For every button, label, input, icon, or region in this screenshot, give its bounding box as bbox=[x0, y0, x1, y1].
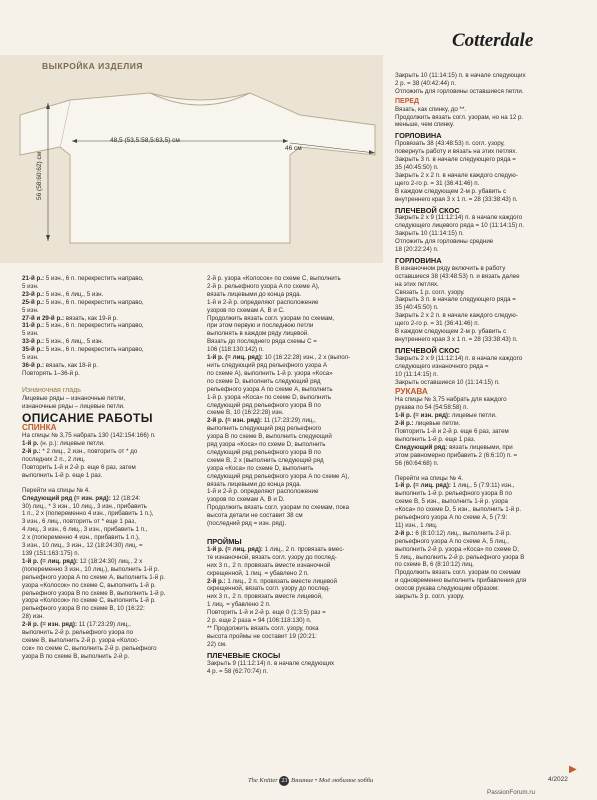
bold-label: 1-й р. (= лиц. ряд): bbox=[395, 482, 451, 490]
text-line: 36-й р.: вязать, как 18-й р. bbox=[22, 361, 98, 369]
text-line: внутреннего края 3 х 1 п. = 28 (33:38:43) п. bbox=[395, 336, 518, 343]
text-line: 2-й р. рельефного узора A по схеме A), bbox=[207, 282, 320, 290]
text-line: следующий ряд рельефного узора A по схеме A), bbox=[207, 472, 350, 480]
text-line: внутреннего края 3 х 1 п. = 28 (33:38:43) п. bbox=[395, 195, 518, 203]
bold-label: 1-й р. (= лиц. ряд): bbox=[207, 354, 263, 362]
text-line: высота проймы не составит 19 (20:21: bbox=[207, 632, 317, 640]
text-line: высота детали не составит 38 см bbox=[207, 512, 303, 520]
text-line: Отложить для горловины средние bbox=[395, 238, 494, 246]
section-heading: ГОРЛОВИНА bbox=[395, 131, 442, 141]
text-line: 4 лиц., 3 изн., 6 лиц., 3 изн., прибавить 1 п., bbox=[22, 526, 148, 534]
text-line: щего 2-го р. = 31 (36:41:46) п. bbox=[395, 179, 480, 187]
width-dimension: 48,5 (53,5:58,5:63,5) см bbox=[110, 137, 180, 144]
text-line: 2-й р.: лицевые петли. bbox=[395, 420, 461, 428]
text-line: и одновременно выполнить прибавления для bbox=[395, 577, 527, 585]
section-heading: СПИНКА bbox=[22, 423, 57, 433]
text-line: 35 (40:45:50) п. bbox=[395, 163, 439, 171]
text-line: 31-й р.: 5 изн., 6 п. перекрестить направо, bbox=[22, 322, 144, 330]
text-line: 27-й и 29-й р.: вязать, как 19-й р. bbox=[22, 314, 118, 322]
bold-label: 2-й р.: bbox=[395, 420, 414, 428]
text-line: 2 х (попеременно 4 изн., прибавить 1 п.), bbox=[22, 534, 140, 542]
text-line: оставшиеся 38 (43:48:53) п. и вязать далее bbox=[395, 272, 520, 280]
text-line: Закрыть 10 (11:14:15) п. в начале следующих bbox=[395, 72, 526, 79]
text-line: выполнить 1-й р. рельефного узора B по bbox=[395, 490, 512, 498]
bold-label: 1-й р. (= лиц. ряд): bbox=[22, 557, 78, 565]
text-line: выполнить следующий ряд рельефного bbox=[207, 425, 322, 433]
text-line: следующий ряд рельефного узора B по bbox=[207, 448, 321, 456]
text-line: 2-й р.: 1 лиц., 2 п. провязать вместе лицевой bbox=[207, 577, 337, 585]
text-line: Следующий ряд (= изн. ряд): 12 (18:24: bbox=[22, 494, 141, 502]
text-line: «Коса» по схеме D, 5 изн., выполнить 1-й р. bbox=[395, 506, 522, 514]
text-line: 56 (60:64:68) п. bbox=[395, 459, 439, 467]
text-line: ** Продолжить вязать согл. узору, пока bbox=[207, 624, 319, 632]
text-line: В изнаночном ряду включить в работу bbox=[395, 264, 506, 272]
text-line: В каждом следующем 2-м р. убавить с bbox=[395, 187, 507, 195]
text-line: 1-й и 2-й р. определяют расположение bbox=[207, 298, 319, 306]
text-line: 21-й р.: 5 изн., 6 п. перекрестить направо, bbox=[22, 275, 144, 282]
text-line: по схеме B, 6 (8:10:12) лиц. bbox=[395, 561, 475, 569]
sleeve-dimension: 46 см bbox=[285, 145, 302, 152]
text-line: 23-й р.: 5 изн., 6 лиц., 5 изн. bbox=[22, 290, 104, 298]
text-line: (попеременно 3 изн., 10 лиц.), выполнить 1-й р. bbox=[22, 565, 160, 573]
bold-label: 36-й р.: bbox=[22, 361, 45, 369]
text-line: повернуть работу и вязать на этих петлях. bbox=[395, 148, 518, 156]
text-line: 2-й р. (= изн. ряд): 11 (17:23:29) лиц., bbox=[22, 621, 131, 629]
bold-label: 2-й р.: bbox=[207, 577, 226, 585]
text-line: вязать лицевыми до конца ряда. bbox=[207, 480, 302, 488]
text-line: рельефного узора A по схеме A, 5 (7:9: bbox=[395, 514, 508, 522]
text-line: узора «Коса» по схеме D, выполнить bbox=[207, 464, 314, 472]
text-line: по схеме A), выполнить 1-й р. узора «Коса» bbox=[207, 369, 333, 377]
text-line: Отложить для горловины оставшиеся петли. bbox=[395, 87, 524, 95]
text-line: 5 лиц., выполнить 2-й р. рельефного узора B bbox=[395, 553, 525, 561]
text-line: 18 (20:22:24) п. bbox=[395, 246, 439, 254]
text-line: 35-й р.: 5 изн., 6 п. перекрестить направо, bbox=[22, 346, 144, 354]
bold-label: 33-й р.: bbox=[22, 338, 45, 346]
text-line: 1-й р. (= лиц. ряд): 12 (18:24:30) лиц., 2 х bbox=[22, 557, 143, 565]
watermark: PassionForum.ru bbox=[487, 789, 535, 796]
text-line: 139 (151:163:175) п. bbox=[22, 550, 80, 557]
text-line: вязать лицевыми до конца ряда. bbox=[207, 290, 302, 298]
text-line: Повторить 1-й и 2-й р. еще 0 (1:3:5) раз = bbox=[207, 609, 326, 617]
text-line: Перейти на спицы № 4. bbox=[395, 474, 463, 482]
text-line: меньше, чем спинку. bbox=[395, 121, 455, 129]
text-line: Провязать 38 (43:48:53) п. согл. узору, bbox=[395, 140, 505, 148]
text-line: 1 лиц. = убавлено 2 п. bbox=[207, 601, 271, 609]
section-heading: ПЛЕЧЕВОЙ СКОС bbox=[395, 205, 460, 215]
text-line: Закрыть 3 п. в начале следующего ряда = bbox=[395, 156, 516, 164]
text-line: (последний ряд = изн. ряд). bbox=[207, 520, 287, 528]
text-line: 1-й р. (= лиц. ряд): 1 лиц., 5 (7:9:11) изн., bbox=[395, 482, 515, 490]
text-line: Закрыть оставшиеся 10 (11:14:15) п. bbox=[395, 378, 500, 386]
text-line: 30) лиц., * 3 изн., 10 лиц., 3 изн., прибавить bbox=[22, 502, 147, 510]
text-line: скосов рукава следующим образом: bbox=[395, 585, 499, 593]
section-heading: ПЛЕЧЕВЫЕ СКОСЫ bbox=[207, 650, 281, 660]
text-line: при этом первую и последнюю петли bbox=[207, 322, 314, 330]
text-line: рельефного узора A по схеме A, 5 лиц., bbox=[395, 537, 509, 545]
text-line: Продолжить вязать согл. узорам по схемам bbox=[395, 569, 521, 577]
text-line: 35 (40:45:50) п. bbox=[395, 304, 439, 312]
text-line: Закрыть 9 (11:12:14) п. в начале следующих bbox=[207, 659, 335, 667]
text-line: выполнить 2-й р. рельефного узора по bbox=[22, 629, 134, 637]
bold-label: 1-й р. (= изн. ряд): bbox=[395, 412, 451, 420]
bold-label: 2-й р.: bbox=[22, 448, 41, 456]
bold-label: Следующий ряд: bbox=[395, 443, 448, 451]
text-line: следующий ряд рельефного узора B по bbox=[207, 401, 321, 409]
schematic-title: ВЫКРОЙКА ИЗДЕЛИЯ bbox=[42, 61, 143, 71]
text-line: узоров по схемам A, B и D. bbox=[207, 496, 285, 504]
section-heading: ПЛЕЧЕВОЙ СКОС bbox=[395, 345, 460, 355]
footer-magazine: The Knitter 23 Вязание • Моё любимое хобби bbox=[248, 777, 374, 784]
bold-label: 2-й р.: bbox=[395, 529, 414, 537]
text-line: Закрыть 2 х 2 п. в начале каждого следую- bbox=[395, 312, 518, 320]
text-line: выполнить 1-й р. еще 1 раз. bbox=[395, 435, 476, 443]
height-dimension: 56 (58:60:62) см bbox=[36, 151, 43, 200]
brand-title: Cotterdale bbox=[452, 30, 534, 51]
schematic-panel bbox=[0, 55, 383, 263]
text-line: 22) см. bbox=[207, 640, 227, 648]
sweater-diagram bbox=[0, 55, 383, 263]
text-line: на этих петлях. bbox=[395, 280, 439, 288]
text-line: 1-й р. (н. р.): лицевые петли. bbox=[22, 440, 105, 448]
text-line: 2 р. = 38 (40:42:44) п. bbox=[395, 79, 456, 87]
text-line: 1-й и 2-й р. определяют расположение bbox=[207, 488, 319, 496]
text-line: схеме B, 10 (16:22:28) изн. bbox=[207, 409, 284, 417]
text-line bbox=[395, 468, 585, 475]
section-heading: ГОРЛОВИНА bbox=[395, 255, 442, 265]
bold-label: 27-й и 29-й р.: bbox=[22, 314, 65, 322]
text-line: 3 изн., 10 лиц., 3 изн., 12 (18:24:30) лиц. = bbox=[22, 542, 143, 550]
text-line: Закрыть 2 х 2 п. в начале каждого следую- bbox=[395, 171, 518, 179]
text-line: скрещенной, 1 лиц. = убавлено 2 п. bbox=[207, 569, 309, 577]
text-line: схеме B, 5 изн., выполнить 1-й р. узора bbox=[395, 498, 508, 506]
bold-label: 21-й р.: bbox=[22, 275, 45, 282]
text-line: Повторять 1–36-й р. bbox=[22, 369, 80, 377]
text-line: 2-й р. (= изн. ряд): 11 (17:23:29) лиц., bbox=[207, 417, 316, 425]
section-heading: ПЕРЕД bbox=[395, 97, 420, 105]
section-title: ОПИСАНИЕ РАБОТЫ bbox=[22, 410, 153, 425]
text-line: 25-й р.: 5 изн., 6 п. перекрестить направо, bbox=[22, 298, 144, 306]
text-line: Продолжить вязать согл. узорам по схемам, bbox=[207, 314, 335, 322]
bold-label: Следующий ряд (= изн. ряд): bbox=[22, 494, 111, 502]
text-line: На спицы № 3,75 набрать для каждого bbox=[395, 396, 507, 404]
text-line: Закрыть 10 (11:14:15) п. bbox=[395, 230, 464, 238]
text-line: следующего изнаночного ряда = bbox=[395, 362, 489, 370]
text-line: На спицы № 3,75 набрать 130 (142:154:166) п. bbox=[22, 432, 156, 440]
section-heading: РУКАВА bbox=[395, 387, 428, 397]
text-line: 5 изн. bbox=[22, 282, 39, 290]
text-line: этом равномерно прибавить 2 (6:6:10) п. = bbox=[395, 451, 518, 459]
text-line: 11) изн., 1 лиц. bbox=[395, 521, 438, 529]
text-line: выполнить 2-й р. узора «Коса» по схеме D, bbox=[395, 545, 519, 553]
text-line: 4 р. = 58 (62:70:74) п. bbox=[207, 667, 268, 675]
text-line: нить следующий ряд рельефного узора A bbox=[207, 361, 327, 369]
text-line: сок» по схеме C, выполнить 2-й р. рельефного bbox=[22, 644, 157, 652]
text-line: последних 2 п., 2 лиц. bbox=[22, 456, 86, 464]
text-line: Перейти на спицы № 4. bbox=[22, 486, 90, 494]
text-line: 33-й р.: 5 изн., 6 лиц., 5 изн. bbox=[22, 338, 104, 346]
text-line: 1-й р. (= лиц. ряд): 1 лиц., 2 п. провязать вмес- bbox=[207, 545, 345, 553]
text-line: 1-й р. (= изн. ряд): лицевые петли. bbox=[395, 412, 497, 420]
text-line: ряд узора «Коса» по схеме D, выполнить bbox=[207, 441, 326, 449]
text-line: Продолжить вязать согл. узорам по схемам, пока bbox=[207, 504, 350, 512]
text-line: узоров по схемам A, B и C. bbox=[207, 306, 285, 314]
section-heading: ПРОЙМЫ bbox=[207, 537, 242, 546]
text-line: узора «Колосок» по схеме C, выполнить 1-й р. bbox=[22, 581, 156, 589]
text-line: 5 изн. bbox=[22, 306, 39, 314]
text-line: те изнаночной, вязать согл. узору до послед- bbox=[207, 553, 337, 561]
text-line: узора B по схеме B, выполнить 2-й р. bbox=[22, 652, 130, 660]
bold-label: 1-й р. (= лиц. ряд): bbox=[207, 545, 263, 553]
text-line bbox=[22, 480, 202, 487]
text-line: 2-й р.: * 2 лиц., 2 изн., повторить от * до bbox=[22, 448, 138, 456]
text-line: Закрыть 3 п. в начале следующего ряда = bbox=[395, 296, 516, 304]
text-line: Продолжить вязать согл. узорам, но на 12 р. bbox=[395, 113, 524, 121]
bold-label: 2-й р. (= изн. ряд): bbox=[22, 621, 78, 629]
text-line: Связать 1 р. согл. узору. bbox=[395, 288, 465, 296]
text-line: по схеме D, выполнить следующий ряд bbox=[207, 377, 321, 385]
text-line: рельефного узора B по схеме B, выполнить 1-й р. bbox=[22, 589, 166, 597]
text-line: рукава по 54 (54:58:58) п. bbox=[395, 404, 469, 412]
text-line: закрыть 3 р. согл. узору. bbox=[395, 593, 465, 601]
bold-label: 1-й р. bbox=[22, 440, 39, 448]
text-line: скрещенной, вязать согл. узору до послед- bbox=[207, 585, 331, 593]
text-line: них 3 п., 2 п. провязать вместе лицевой, bbox=[207, 593, 323, 601]
text-line: Закрыть 2 х 9 (11:12:14) п. в начале каждого bbox=[395, 354, 523, 362]
text-line: рельефного узора A по схеме A, выполнить 1-й р. bbox=[22, 573, 166, 581]
text-line: узора «Колосок» по схеме C, выполнить 1-й р. bbox=[22, 597, 156, 605]
column-3 bbox=[395, 72, 585, 601]
text-line: них 3 п., 2 п. провязать вместе изнаночной bbox=[207, 561, 331, 569]
column-2 bbox=[207, 275, 389, 675]
text-line: 2-й р.: 6 (8:10:12) лиц., выполнить 2-й р. bbox=[395, 529, 512, 537]
text-line: Повторить 1-й и 2-й р. еще 6 раз, затем bbox=[395, 427, 509, 435]
text-line: щего 2-го р. = 31 (36:41:46) п. bbox=[395, 320, 480, 328]
text-line: 1 п., 2 х (попеременно 4 изн., прибавить 1 п.), bbox=[22, 510, 154, 518]
text-line: Повторить 1-й и 2-й р. еще 6 раз, затем bbox=[22, 463, 136, 471]
text-line: схеме B, выполнить 2-й р. узора «Колос- bbox=[22, 636, 140, 644]
text-line: выполнять в каждом ряду лицевой. bbox=[207, 330, 309, 338]
bold-label: 25-й р.: bbox=[22, 298, 45, 306]
text-line: Вязать, как спинку, до **. bbox=[395, 105, 467, 113]
bold-label: 2-й р. (= изн. ряд): bbox=[207, 417, 263, 425]
sweater-outline bbox=[60, 93, 375, 243]
section-heading: Изнаночная гладь bbox=[22, 386, 81, 394]
text-line: 106 (118:130:142) п. bbox=[207, 346, 264, 354]
text-line: рельефного узора B по схеме B, 10 (16:22: bbox=[22, 605, 145, 613]
text-line: 28) изн. bbox=[22, 613, 45, 621]
column-1 bbox=[22, 275, 202, 661]
text-line: 2 р. еще 2 раза = 94 (106:118:130) п. bbox=[207, 617, 312, 625]
text-line: Вязать до последнего ряда схемы C = bbox=[207, 338, 317, 346]
text-line: выполнить 1-й р. еще 1 раз. bbox=[22, 471, 103, 479]
text-line: 2-й р. узора «Колосок» по схеме C, выполнить bbox=[207, 275, 341, 282]
text-line: 5 изн. bbox=[22, 330, 39, 338]
text-line: Закрыть 2 х 9 (11:12:14) п. в начале каждого bbox=[395, 214, 523, 222]
issue-number: 4/2022 bbox=[548, 776, 568, 783]
text-line: Следующий ряд: вязать лицевыми, при bbox=[395, 443, 513, 451]
text-line: 5 изн. bbox=[22, 354, 39, 362]
continue-arrow-icon: ▶ bbox=[569, 764, 577, 775]
text-line: 3 изн., 6 лиц., повторить от * еще 1 раз, bbox=[22, 518, 136, 526]
bold-label: 31-й р.: bbox=[22, 322, 45, 330]
text-line: 1-й р. (= лиц. ряд): 10 (16:22:28) изн., 2 х (выпол- bbox=[207, 354, 351, 362]
text-line: изнаночные ряды – лицевые петли. bbox=[22, 402, 125, 410]
text-line: 1-й р. узора «Коса» по схеме D, выполнить bbox=[207, 393, 331, 401]
text-line: Лицевые ряды – изнаночные петли, bbox=[22, 394, 126, 402]
text-line: схеме B, 2 х (выполнить следующий ряд bbox=[207, 456, 324, 464]
text-line: В каждом следующем 2-м р. убавить с bbox=[395, 328, 507, 336]
text-line: рельефного узора A по схеме A, выполнить bbox=[207, 385, 333, 393]
page-number-badge: 23 bbox=[281, 778, 288, 784]
text-line: узора B по схеме B, выполнить следующий bbox=[207, 433, 332, 441]
text-line: 10 (11:14:15) п. bbox=[395, 370, 439, 378]
text-line: следующего лицевого ряда = 10 (11:14:15) п. bbox=[395, 222, 524, 230]
bold-label: 23-й р.: bbox=[22, 290, 45, 298]
bold-label: 35-й р.: bbox=[22, 346, 45, 354]
